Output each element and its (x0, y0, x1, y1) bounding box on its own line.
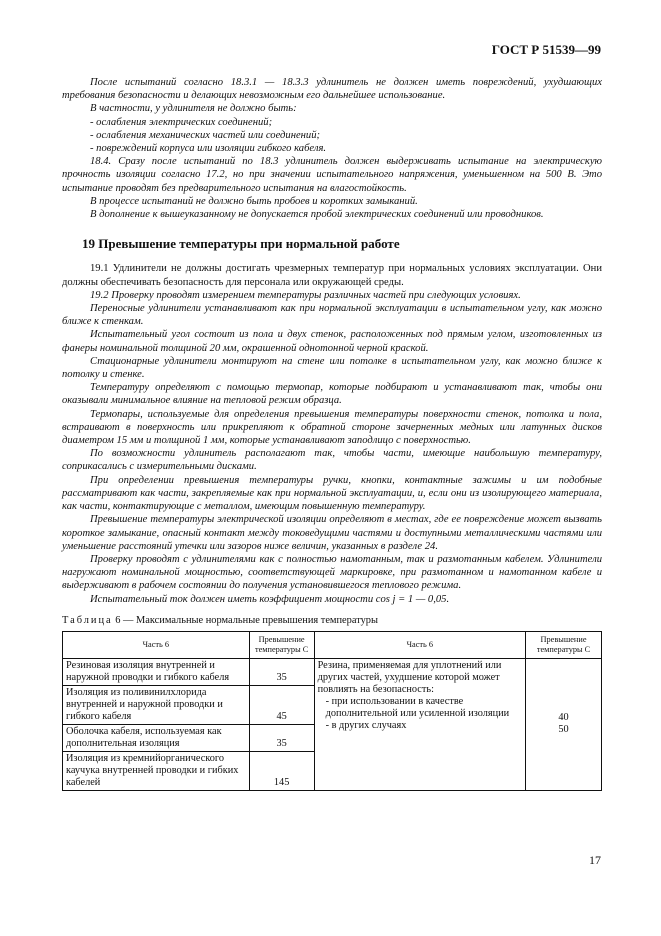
value: 50 (558, 724, 569, 736)
table-cell: 45 (249, 685, 314, 724)
list-item: - ослабления механических частей или соединений; (90, 129, 321, 141)
page-content (62, 76, 602, 791)
paragraph: После испытаний согласно 18.3.1 — 18.3.3 удлинитель не должен иметь повреждений, ухудшающих требования безопасности и делающих невозможным его дальнейшее использование. (62, 77, 602, 102)
table-cell-rubber-values (526, 658, 602, 790)
table-caption (62, 614, 602, 627)
paragraph: Переносные удлинители устанавливают как при нормальной эксплуатации в испытательном углу, как можно ближе к стенкам. (62, 303, 602, 328)
column-header-rise: Превышение температуры С (526, 631, 602, 658)
table-cell: Резиновая изоляция внутренней и наружной проводки и гибкого кабеля (63, 658, 250, 685)
rubber-case-2: - в других случаях (325, 719, 407, 731)
paragraph: В процессе испытаний не должно быть пробоев и коротких замыканий. (90, 195, 418, 207)
table-cell: Оболочка кабеля, используемая как дополнительная изоляция (63, 724, 250, 751)
paragraph: В дополнение к вышеуказанному не допускается пробой электрических соединений или проводников. (90, 209, 544, 221)
paragraph: 19.2 Проверку проводят измерением температуры различных частей при следующих условиях. (90, 289, 521, 301)
table-cell-rubber (314, 658, 525, 790)
table-cell: 35 (249, 658, 314, 685)
column-header-rise: Превышение температуры С (249, 631, 314, 658)
table-caption-word: Таблица (62, 614, 113, 626)
list-item: - повреждений корпуса или изоляции гибкого кабеля. (90, 143, 327, 155)
table-cell: Изоляция из поливинилхлорида внутренней и наружной проводки и гибкого кабеля (63, 685, 250, 724)
temperature-table (62, 631, 602, 791)
column-header-part: Часть 6 (63, 631, 250, 658)
paragraph: Испытательный ток должен иметь коэффициент мощности cos j = 1 — 0,05. (90, 593, 450, 605)
table-cell: 35 (249, 724, 314, 751)
paragraph: По возможности удлинитель располагают так, чтобы части, имеющие наибольшую температуру, соприкасались с измерительными дисками. (62, 448, 602, 473)
paragraph: В частности, у удлинителя не должно быть: (90, 103, 297, 115)
document-header: ГОСТ Р 51539—99 (491, 42, 601, 57)
table-cell: Изоляция из кремнийорганического каучука внутренней проводки и гибких кабелей (63, 751, 250, 790)
paragraph: Термопары, используемые для определения превышения температуры поверхности стенок, потолка и пола, встраивают в поверхность или прикрепляют к обратной стороне зачерненных медных или латунных дисков диаметром 15 мм и толщиной 1 мм, которые устанавливают заподлицо с поверхностью. (62, 408, 602, 447)
table-cell: 145 (249, 751, 314, 790)
paragraph: Температуру определяют с помощью термопар, которые подбирают и устанавливают так, чтобы они оказывали минимальное влияние на тепловой режим образца. (62, 382, 602, 407)
list-item: - ослабления электрических соединений; (90, 116, 273, 128)
rubber-text: Резина, применяемая для уплотнений или других частей, ухудшение которой может повлиять на безопасность: (317, 659, 502, 695)
section-title: 19 Превышение температуры при нормальной работе (82, 236, 400, 252)
paragraph: Испытательный угол состоит из пола и двух стенок, расположенных под прямым углом, изготовленных из фанеры номинальной толщиной 20 мм, окрашенной однотонной черной краской. (62, 329, 602, 354)
rubber-case-1: - при использовании в качестве дополнительной или усиленной изоляции (325, 695, 510, 719)
paragraph: При определении превышения температуры ручки, кнопки, контактные зажимы и им подобные рассматривают как части, закрепляемые как при нормальной эксплуатации, и, если они из изолирующего материала, как части, контактирующие с металлом, имеющим повышенную температуру. (62, 474, 602, 513)
value: 40 (558, 712, 569, 724)
paragraph: 18.4. Сразу после испытаний по 18.3 удлинитель должен выдерживать испытание на электрическую прочность изоляции согласно 17.2, но при значении испытательного напряжения, уменьшенном на 500 В. Это испытание проводят без предварительного испытания на влагостойкость. (62, 156, 602, 194)
paragraph: Проверку проводят с удлинителями как с полностью намотанным, так и размотанным кабелем. Удлинители нагружают номинальной мощностью, соответствующей маркировке, при размотанном и намотанном кабеле и выдерживают в рабочем состоянии до получения установившегося теплового режима. (62, 553, 602, 592)
table-caption-text: 6 — Максимальные нормальные превышения температуры (112, 614, 378, 626)
paragraph: Стационарные удлинители монтируют на стене или потолке в испытательном углу, как можно ближе к потолку и стенке. (62, 355, 602, 381)
column-header-part: Часть 6 (314, 631, 525, 658)
page-number: 17 (589, 853, 601, 867)
table-row (63, 658, 602, 685)
paragraph: Превышение температуры электрической изоляции определяют в местах, где ее повреждение может вызвать короткое замыкание, опасный контакт между токоведущими частями и доступными металлическими частями или уменьшение расстояний утечки или зазоров ниже величин, указанных в разделе 24. (62, 514, 602, 552)
paragraph: 19.1 Удлинители не должны достигать чрезмерных температур при нормальных условиях эксплуатации. Они должны обеспечивать безопасность для персонала или окружающей среды. (62, 263, 602, 288)
